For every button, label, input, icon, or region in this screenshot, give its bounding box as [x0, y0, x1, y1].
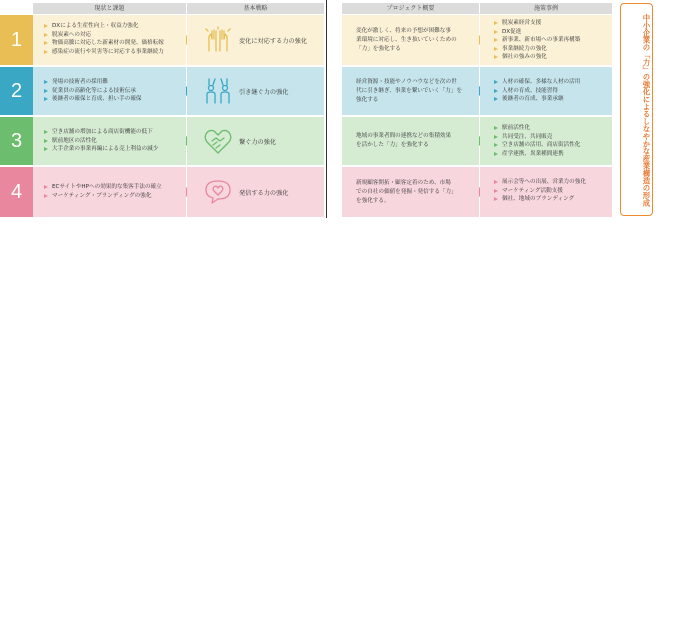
issues-cell — [33, 167, 186, 217]
issues-cell — [33, 117, 186, 165]
measures-cell — [480, 117, 612, 165]
row-number: 2 — [0, 67, 33, 115]
header-issues: 現状と課題 — [33, 3, 186, 14]
strategy-label: 引き継ぐ力の強化 — [239, 89, 289, 96]
list-item: 個社の強みの強化 — [494, 53, 580, 62]
side-label-box — [620, 3, 653, 216]
list-item: 発場の技術者の採用難 — [44, 78, 142, 87]
project-cell — [342, 117, 479, 165]
project-cell — [342, 15, 479, 65]
strategy-label: 発信する力の強化 — [239, 190, 289, 197]
project-cell — [342, 167, 479, 217]
list-item: 共同受注、共同販売 — [494, 133, 580, 142]
list-item: 展示会等への出展、営業力の強化 — [494, 178, 586, 187]
measures-list — [494, 78, 580, 104]
row-1 — [0, 15, 612, 65]
list-item: DXによる生産性向上・収益力強化 — [44, 22, 164, 31]
project-text: 新規顧客開拓・顧客定着のため、市場 での自社の価値を発掘・発信する「力」 を強化する。 — [356, 180, 457, 204]
strategy-cell — [187, 15, 324, 65]
strategy-label: 変化に対応する力の強化 — [239, 38, 308, 45]
issues-list — [44, 128, 158, 154]
list-item: 空き店舗の増加による商店街機能の低下 — [44, 128, 158, 137]
measures-list — [494, 19, 580, 62]
list-item: 人材の育成、技能習得 — [494, 87, 580, 96]
strategy-cell — [187, 167, 324, 217]
hands-cheer-icon — [203, 25, 233, 55]
list-item: 脱炭素経営支援 — [494, 19, 580, 28]
project-cell — [342, 67, 479, 115]
list-item: 後継者の育成、事業承継 — [494, 95, 580, 104]
list-item: 後継者の確保と育成、担い手の確保 — [44, 95, 142, 104]
row-4 — [0, 167, 612, 217]
speech-heart-icon — [203, 177, 233, 207]
row-number: 3 — [0, 117, 33, 165]
list-item: 物価高騰に対応した新素材の開発、価格転嫁 — [44, 39, 164, 48]
list-item: 個社、地域のブランディング — [494, 195, 586, 204]
strategy-label: 繋ぐ力の強化 — [239, 139, 277, 146]
measures-list — [494, 178, 586, 204]
list-item: マーケティング活動支援 — [494, 187, 586, 196]
project-text: 地域の事業者間の連携などの集積効果 を活かした「力」を強化する — [356, 133, 452, 148]
handshake-heart-icon — [203, 126, 233, 156]
list-item: 脱炭素への対応 — [44, 31, 164, 40]
row-number: 1 — [0, 15, 33, 65]
project-text: 経営資源・技能やノウハウなどを次の世 代に引き継ぎ、事業を繋いでいく「力」を 強化する — [356, 79, 463, 103]
measures-cell — [480, 167, 612, 217]
side-label: 中小企業の「力」の強化によるしなやかな産業構造の形成 — [642, 13, 651, 207]
issues-cell — [33, 15, 186, 65]
measures-cell — [480, 15, 612, 65]
header-strategy: 基本戦略 — [187, 3, 324, 14]
issues-list — [44, 183, 162, 200]
measures-cell — [480, 67, 612, 115]
list-item: 従業員の高齢化等による技術伝承 — [44, 87, 142, 96]
list-item: ECサイトやHPへの効果的な集客手法の確立 — [44, 183, 162, 192]
project-text: 変化が激しく、将来の予想が困難な事 業環境に対応し、生き抜いていくための 「力」を強化する — [356, 28, 457, 52]
measures-list — [494, 124, 580, 158]
list-item: 大手企業の事業再編による売上利益の減少 — [44, 145, 158, 154]
list-item: 事業継続力の強化 — [494, 45, 580, 54]
list-item: マーケティング・ブランディングの強化 — [44, 192, 162, 201]
list-item: 駅前活性化 — [494, 124, 580, 133]
row-2 — [0, 67, 612, 115]
header-project: プロジェクト概要 — [342, 3, 479, 14]
list-item: 新事業、新市場への事業再構築 — [494, 36, 580, 45]
row-3 — [0, 117, 612, 165]
list-item: 人材の確保、多様な人材の活用 — [494, 78, 580, 87]
list-item: 空き店舗の活用、商店街活性化 — [494, 141, 580, 150]
list-item: 駅前地区の活性化 — [44, 137, 158, 146]
list-item: DX促進 — [494, 28, 580, 37]
issues-list — [44, 22, 164, 56]
list-item: 産学連携、異業種間連携 — [494, 150, 580, 159]
strategy-cell — [187, 117, 324, 165]
issues-list — [44, 78, 142, 104]
people-handover-icon — [203, 76, 233, 106]
list-item: 感染症の流行や災害等に対応する事業継続力 — [44, 48, 164, 57]
header-measures: 施策事例 — [480, 3, 612, 14]
issues-cell — [33, 67, 186, 115]
strategy-cell — [187, 67, 324, 115]
row-number: 4 — [0, 167, 33, 217]
